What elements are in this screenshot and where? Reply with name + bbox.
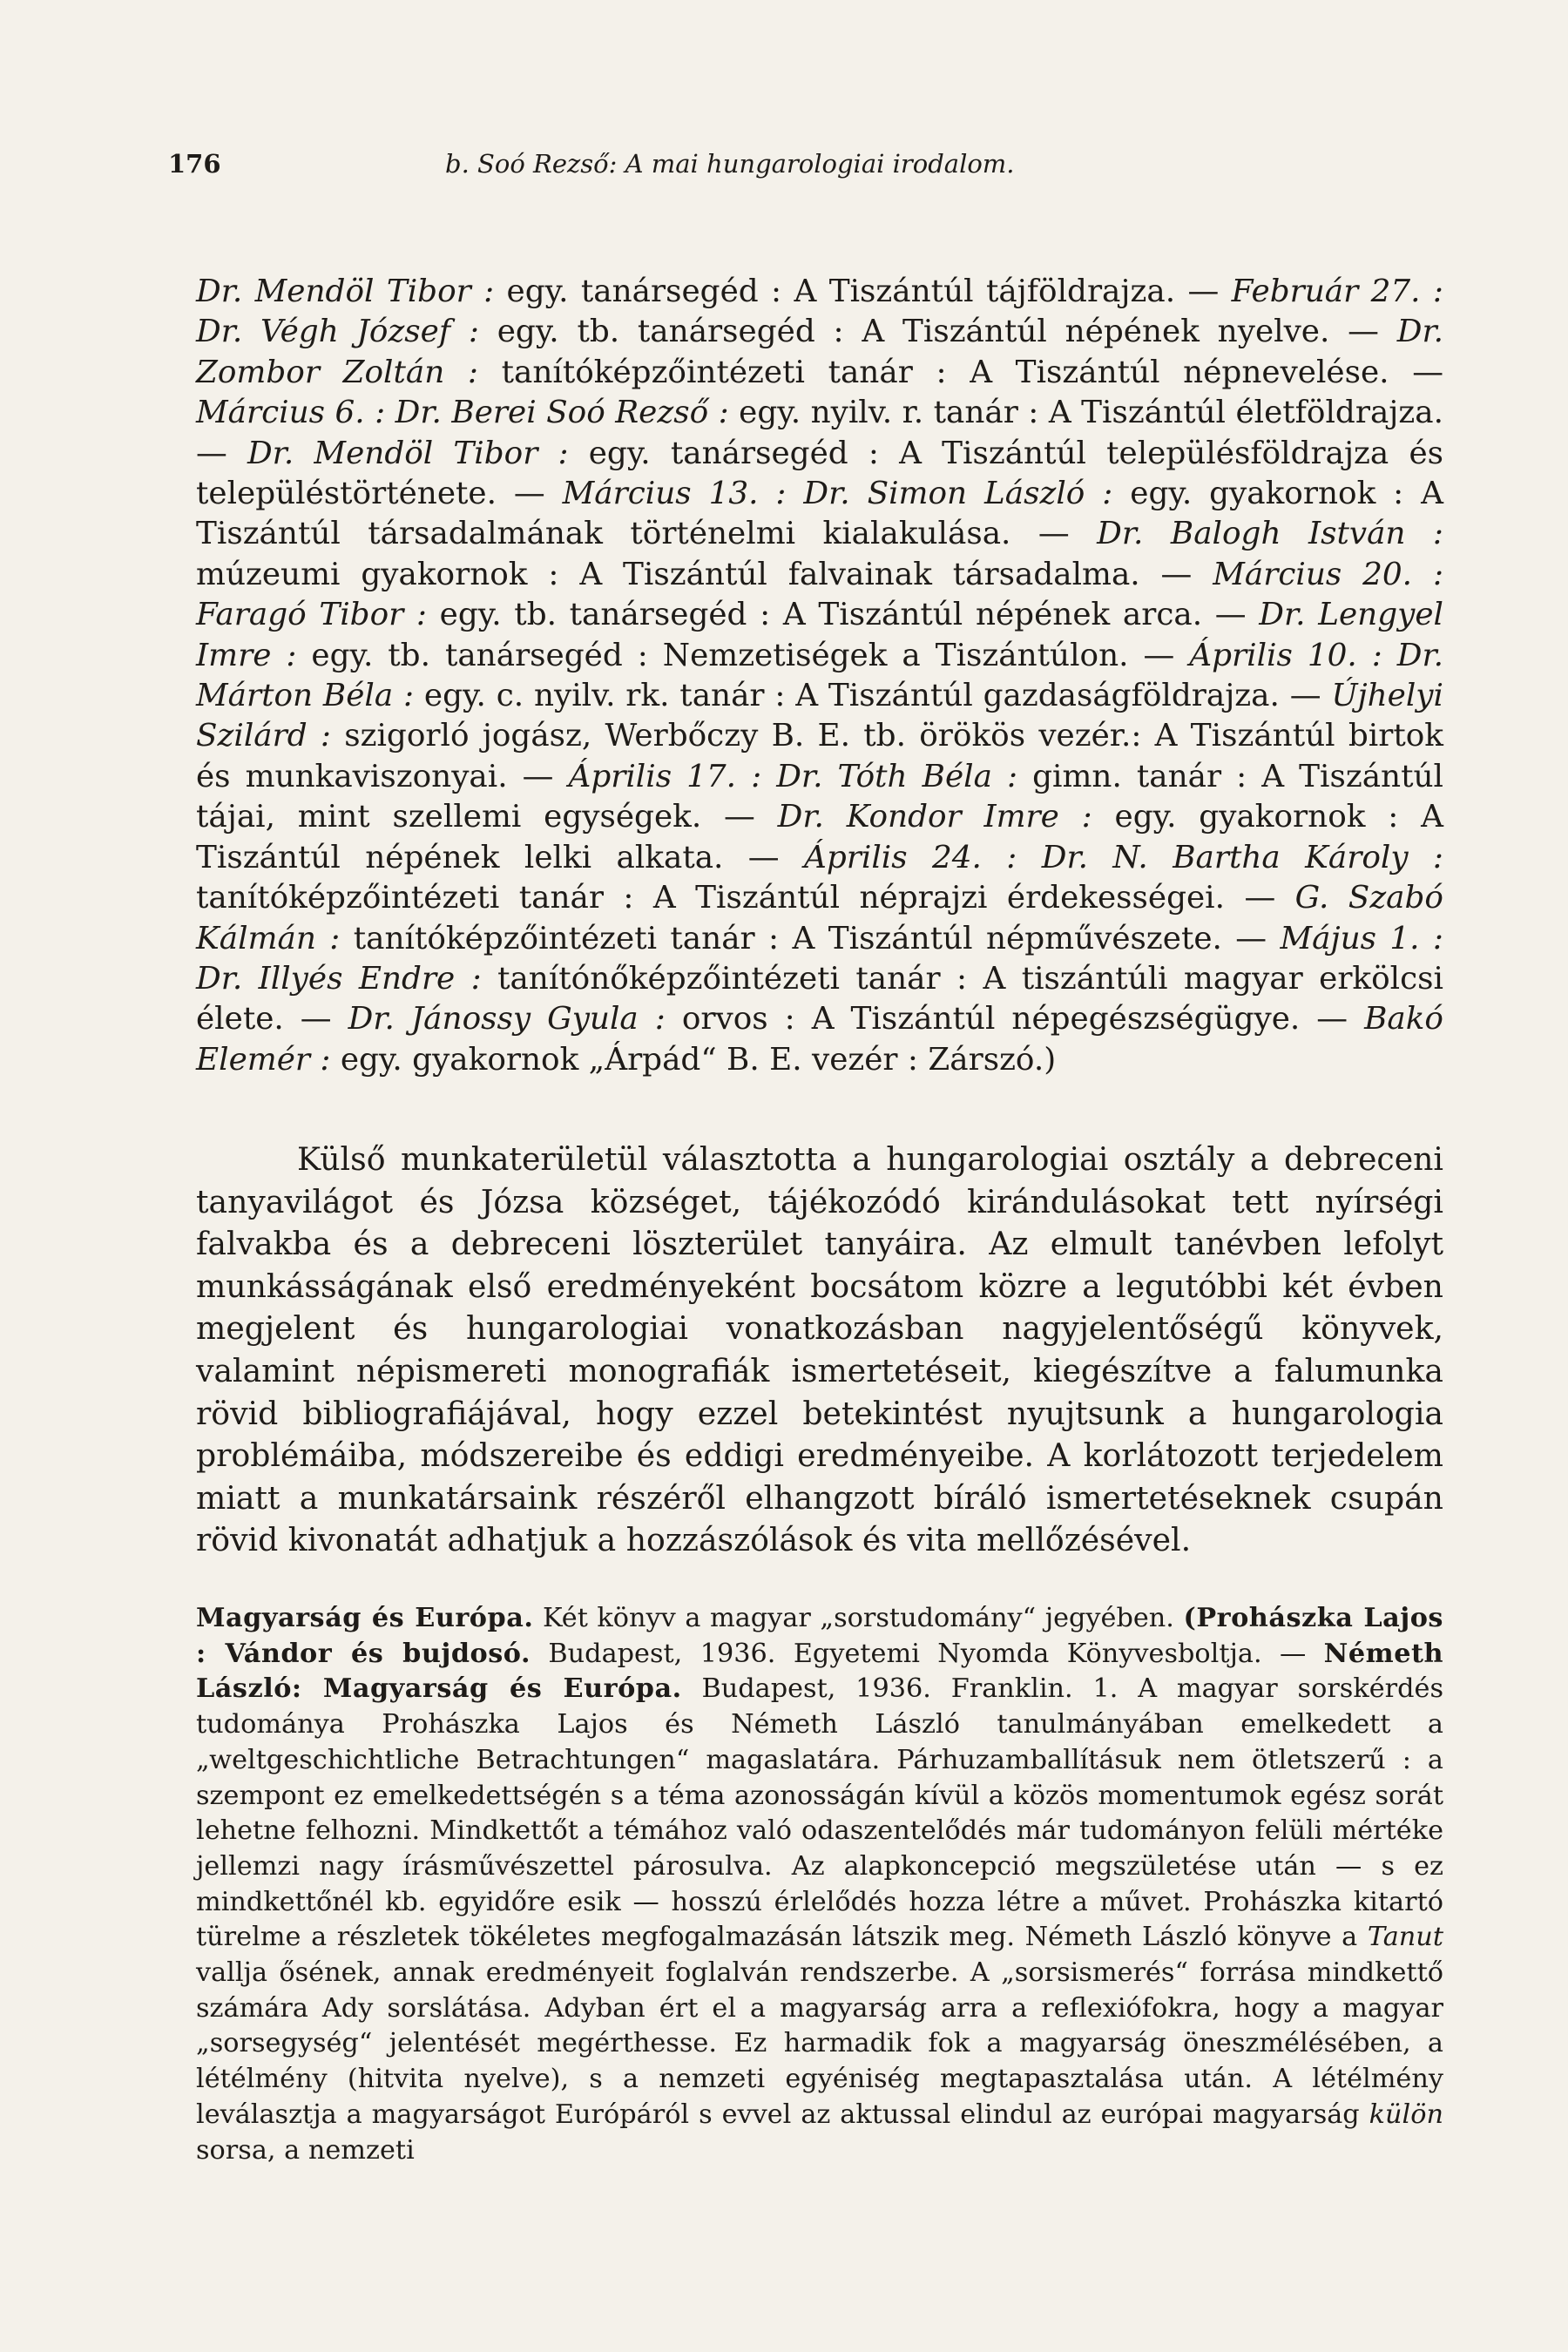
lecture-speaker: Dr. Berei Soó Rezső : [385, 395, 729, 431]
lecture-topic: A Tiszántúl népének arca. [782, 597, 1203, 633]
lecture-speaker: Dr. Márton Béla : [196, 637, 1444, 714]
lecture-speaker: Dr. Illyés Endre : [196, 960, 482, 997]
review-text: sorsa, a nemzeti [196, 2134, 415, 2166]
lecture-role: egy. tanársegéd : [568, 435, 900, 471]
lecture-role: egy. tb. tanársegéd : [427, 597, 783, 633]
review-book-2: Németh László: Magyarság és Európa. [196, 1638, 1443, 1705]
lecture-role: egy. gyakornok : [1092, 799, 1422, 835]
lecture-speaker: Dr. Mendöl Tibor : [196, 274, 495, 309]
lecture-role: egy. gyakornok : [1112, 476, 1422, 512]
lecture-topic: A Tiszántúl népének nyelve. [862, 314, 1330, 350]
lecture-speaker: Dr. Simon László : [786, 476, 1113, 512]
lecture-topic: A Tiszántúl tájföldrajza. [794, 274, 1176, 309]
lecture-topic: A Tiszántúl életföldrajza. [1048, 395, 1443, 431]
page-number: 176 [168, 149, 221, 179]
lecture-speaker: Dr. N. Bartha Károly : [1017, 839, 1443, 875]
lecture-role: szigorló jogász, Werbőczy B. E. tb. örökös vezér.: [330, 718, 1155, 754]
lecture-topic: A Tiszántúl népegészségügye. [811, 1001, 1301, 1037]
lecture-topic: A Tiszántúl népének lelki alkata. [196, 799, 1443, 875]
lecture-date: Április 10. : [1189, 637, 1382, 673]
lecture-date: Március 13. : [562, 476, 787, 512]
lecture-topic: A Tiszántúl birtok és munkaviszonyai. [196, 718, 1443, 794]
lecture-topic: A Tiszántúl társadalmának történelmi kialakulása. [196, 476, 1444, 552]
lecture-speaker: G. Szabó Kálmán : [196, 880, 1443, 956]
review-italic-term: Tanut [1367, 1922, 1443, 1953]
lecture-topic: A Tiszántúl falvainak társadalma. [579, 556, 1140, 592]
lecture-speaker: Dr. Jánossy Gyula : [348, 1001, 666, 1037]
lecture-speaker: Dr. Balogh István : [1097, 516, 1443, 552]
lecture-role: egy. tb. tanársegéd : [478, 314, 862, 350]
lecture-speaker: Dr. Mendöl Tibor : [247, 435, 569, 471]
lecture-topic: A Tiszántúl népnevelése. [970, 354, 1389, 390]
lecture-speaker: Dr. Végh József : [196, 314, 479, 350]
lecture-speaker: Újhelyi Szilárd : [196, 678, 1443, 754]
lecture-date: Március 6. : [196, 395, 386, 431]
lecture-topic: A Tiszántúl néprajzi érdekességei. [652, 880, 1226, 916]
review-text: Két könyv a magyar „sorstudomány“ jegyében. [533, 1603, 1184, 1633]
review-text: Budapest, 1936. Franklin. 1. A magyar sorskérdés tudománya Prohászka Lajos és Németh László tanulmányában emelkedett a „weltgeschichtliche Betrachtungen“ magaslatára. Párhuzamballításuk nem ötletszerű : a szempont ez emelkedettségén s a téma azonosságán kívül a közös momentumok egész sorát lehetne felhozni. Mindkettőt a témához való odaszentelődés már tudományon felüli mértéke jellemzi nagy írásművészettel párosulva. Az alapkoncepció megszületése után — s ez mindkettőnél kb. egyidőre esik — hosszú érlelődés hozza létre a művet. Prohászka kitartó türelme a részletek tökéletes megfogalmazásán látszik meg. Németh László könyve a [196, 1673, 1443, 1953]
lecture-speaker: Dr. Lengyel Imre : [196, 597, 1443, 673]
lecture-role: tanítónőképzőintézeti tanár : [481, 960, 983, 997]
lecture-role: orvos : [665, 1001, 812, 1037]
lecture-role: egy. tb. tanársegéd : [296, 637, 663, 673]
lecture-topic: A Tiszántúl tájai, mint szellemi egységek. [196, 758, 1444, 835]
lecture-speaker: Faragó Tibor : [196, 597, 427, 633]
lecture-role: tanítóképzőintézeti tanár : [340, 920, 793, 956]
lecture-speaker: Dr. Tóth Béla : [761, 758, 1018, 794]
lecture-topic: A Tiszántúl népművészete. [792, 920, 1222, 956]
lecture-date: Február 27. : [1231, 274, 1443, 309]
intro-paragraph: Külső munkaterületül választotta a hungarologiai osztály a debreceni tanyavilágot és Józsa községet, tájékozódó kirándulásokat tett nyírségi falvakba és a debreceni löszterület tanyáira. Az elmult tanévben lefolyt munkásságának első eredményeként bocsátom közre a legutóbbi két évben megjelent és hungarologiai vonatkozásban nagyjelentőségű könyvek, valamint népismereti monografiák ismertetéseit, kiegészítve a falumunka rövid bibliografiájával, hogy ezzel betekintést nyujtsunk a hungarologia problémáiba, módszereibe és eddigi eredményeibe. A korlátozott terjedelem miatt a munkatársaink részéről elhangzott bíráló ismertetéseknek csupán rövid kivonatát adhatjuk a hozzászólások és vita mellőzésével. [196, 1140, 1443, 1559]
lecture-role: egy. c. nyilv. rk. tanár : [414, 678, 796, 714]
page-header [168, 146, 1440, 181]
lecture-topic: Zárszó.) [928, 1041, 1057, 1078]
lecture-speaker: Dr. Kondor Imre : [777, 799, 1092, 835]
review-italic-term: külön [1369, 2099, 1443, 2130]
lecture-role: múzeumi gyakornok : [196, 556, 580, 592]
lecture-date: Március 20. : [1213, 556, 1443, 592]
review-title: Magyarság és Európa. [196, 1603, 534, 1633]
lecture-role: egy. gyakornok „Árpád“ B. E. vezér : [330, 1041, 929, 1078]
lecture-role: tanítóképzőintézeti tanár : [477, 354, 970, 390]
lecture-date: Május 1. : [1280, 920, 1443, 956]
lecture-role: egy. nyilv. r. tanár : [728, 395, 1049, 431]
running-title: b. Soó Rezső: A mai hungarologiai irodalom. [445, 149, 1015, 179]
lecture-date: Április 24. : [804, 839, 1017, 875]
lecture-topic: A tiszántúli magyar erkölcsi élete. [196, 960, 1443, 1037]
lecture-topic: Nemzetiségek a Tiszántúlon. [662, 637, 1129, 673]
lecture-role: egy. tanársegéd : [494, 274, 794, 309]
book-review [196, 1601, 1443, 2168]
lecture-topic: A Tiszántúl gazdaságföldrajza. [795, 678, 1280, 714]
lecture-speaker: Dr. Zombor Zoltán : [196, 314, 1444, 390]
lecture-date: Április 17. : [568, 758, 762, 794]
lecture-speaker: Bakó Elemér : [196, 1001, 1443, 1078]
lecture-role: gimn. tanár : [1017, 758, 1262, 794]
lecture-schedule: Dr. Mendöl Tibor : egy. tanársegéd : A Tiszántúl tájföldrajza. — Február 27. : Dr. Végh József : egy. tb. tanársegéd : A Tiszántúl népének nyelve. — Dr. Zombor Zoltán : tanítóképzőintézeti tanár : A Tiszántúl népnevelése. — Március 6. : Dr. Berei Soó Rezső : egy. nyilv. r. tanár : A Tiszántúl életföldrajza. — Dr. Mendöl Tibor : egy. tanársegéd : A Tiszántúl településföldrajza és településtörténete. — Március 13. : Dr. Simon László : egy. gyakornok : A Tiszántúl társadalmának történelmi kialakulása. — Dr. Balogh István : múzeumi gyakornok : A Tiszántúl falvainak társadalma. — Március 20. : Faragó Tibor : egy. tb. tanársegéd : A Tiszántúl népének arca. — Dr. Lengyel Imre : egy. tb. tanársegéd : Nemzetiségek a Tiszántúlon. — Április 10. : Dr. Márton Béla : egy. c. nyilv. rk. tanár : A Tiszántúl gazdaságföldrajza. — Újhelyi Szilárd : szigorló jogász, Werbőczy B. E. tb. örökös vezér.: A Tiszántúl birtok és munkaviszonyai. — Április 17. : Dr. Tóth Béla : gimn. tanár : A Tiszántúl tájai, mint szellemi egységek. — Dr. Kondor Imre : egy. gyakornok : A Tiszántúl népének lelki alkata. — Április 24. : Dr. N. Bartha Károly : tanítóképzőintézeti tanár : A Tiszántúl néprajzi érdekességei. — G. Szabó Kálmán : tanítóképzőintézeti tanár : A Tiszántúl népművészete. — Május 1. : Dr. Illyés Endre : tanítónőképzőintézeti tanár : A tiszántúli magyar erkölcsi élete. — Dr. Jánossy Gyula : orvos : A Tiszántúl népegészségügye. — Bakó Elemér : egy. gyakornok „Árpád“ B. E. vezér : Zárszó.) [196, 274, 1444, 1078]
lecture-topic: A Tiszántúl településföldrajza és településtörténete. [196, 435, 1443, 512]
lecture-role: tanítóképzőintézeti tanár : [196, 880, 653, 916]
review-text: Budapest, 1936. Egyetemi Nyomda Könyvesboltja. — [531, 1638, 1324, 1669]
review-book-1: (Prohászka Lajos : Vándor és bujdosó. [196, 1603, 1443, 1669]
review-text: vallja ősének, annak eredményeit foglalván rendszerbe. A „sorsismerés“ forrása mindkettő számára Ady sorslátása. Adyban ért el a magyarság arra a reflexiófokra, hogy a magyar „sorsegység“ jelentését megérthesse. Ez harmadik fok a magyarság öneszmélésében, a létélmény (hitvita nyelve), s a nemzeti egyéniség megtapasztalása után. A létélmény leválasztja a magyarságot Európáról s evvel az aktussal elindul az európai magyarság [196, 1957, 1443, 2130]
